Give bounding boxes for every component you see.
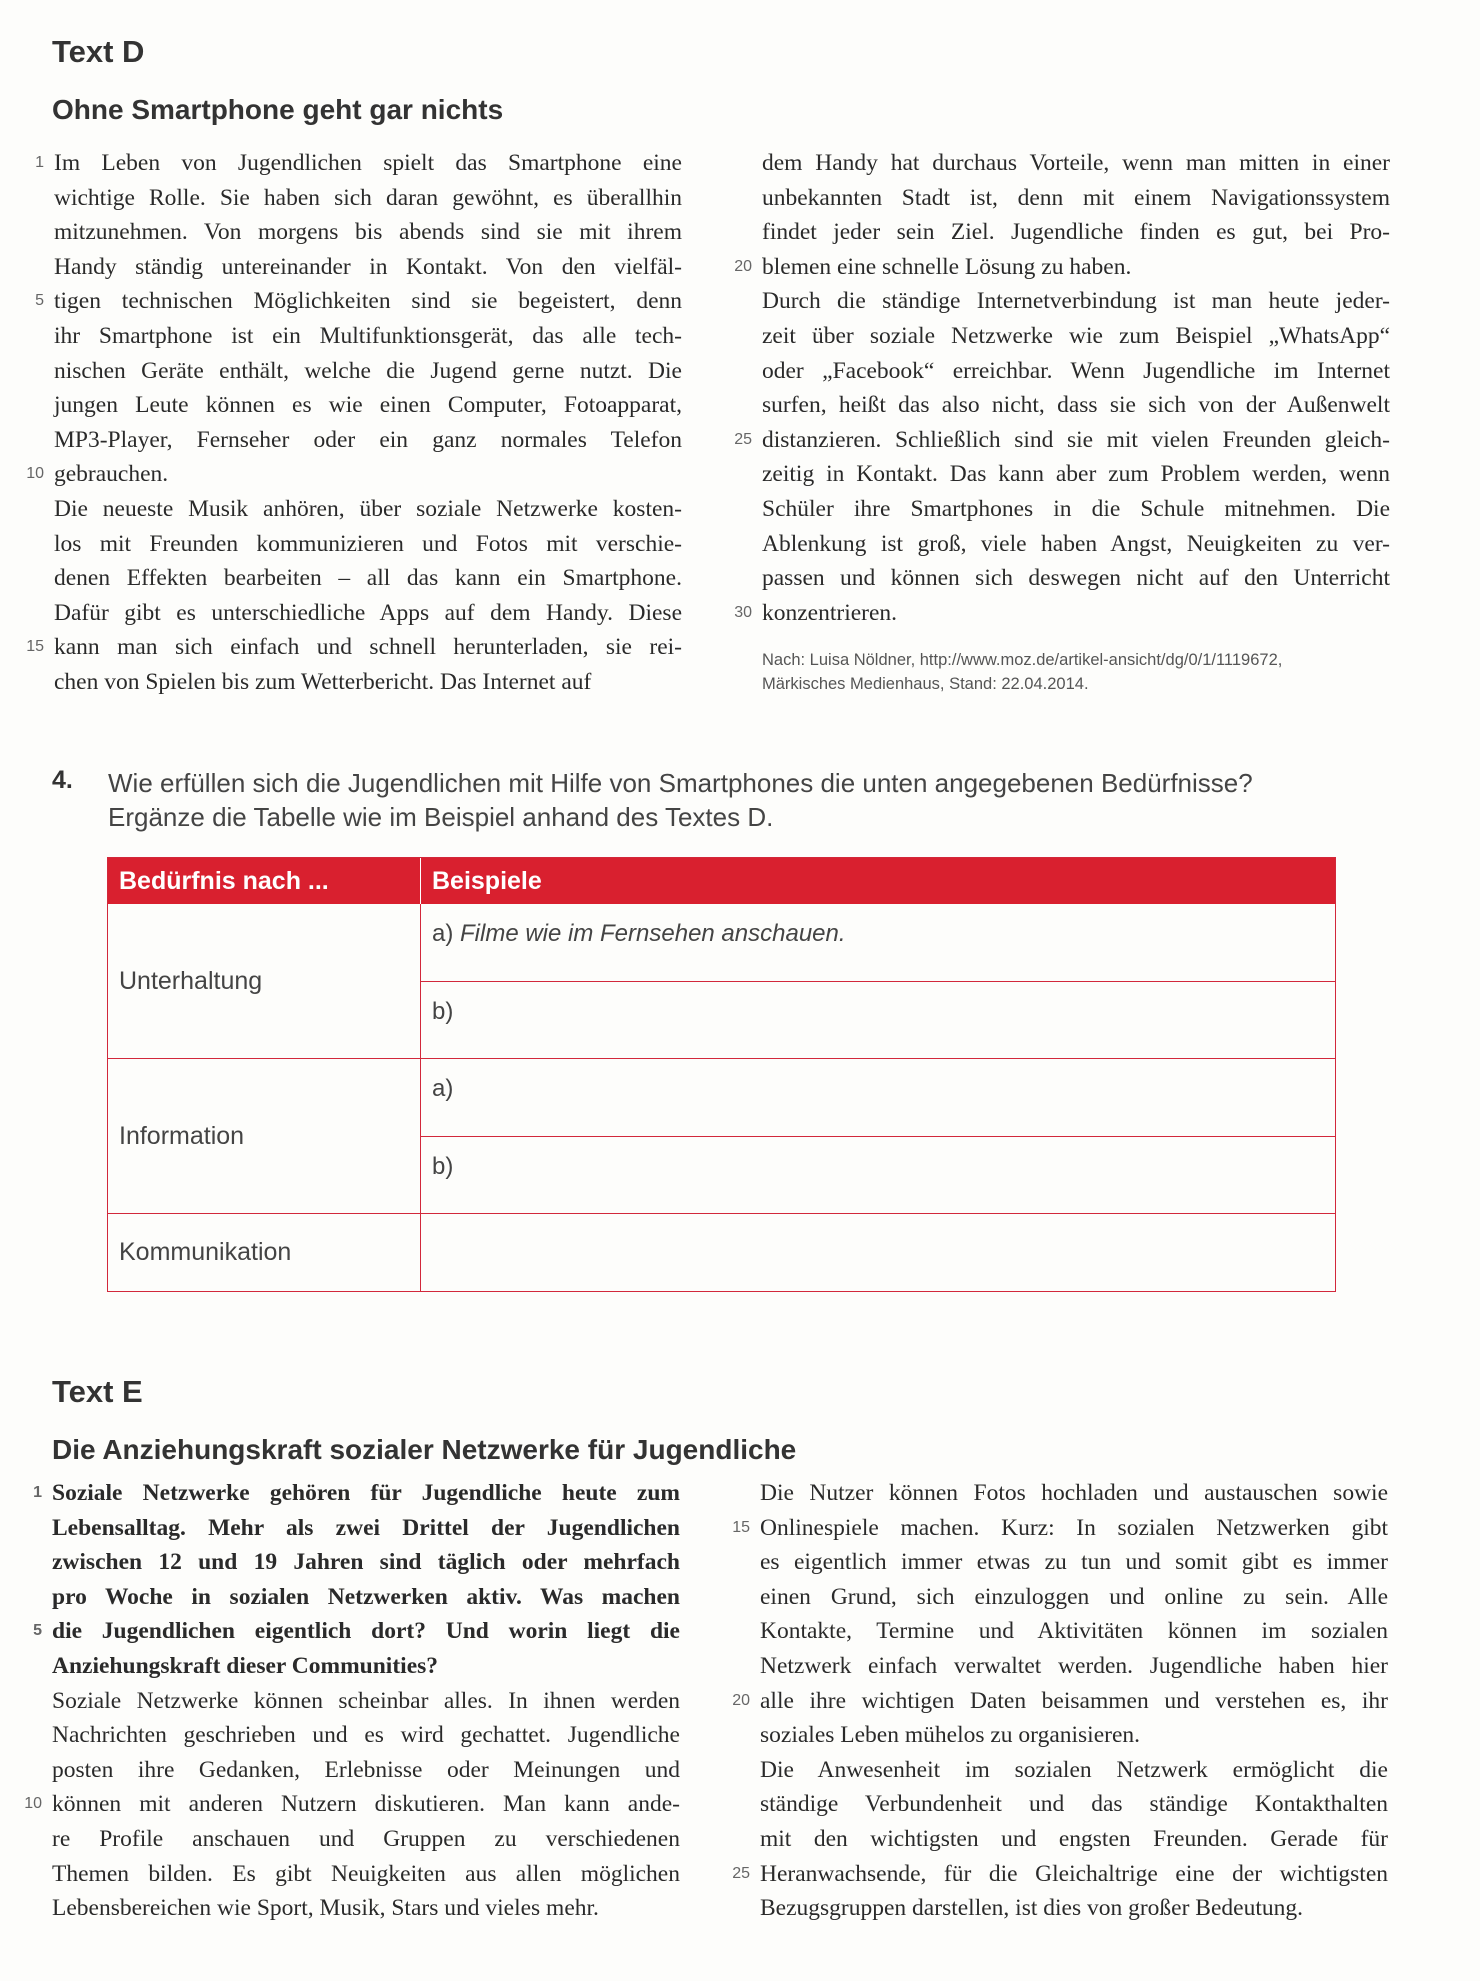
- line-text: oder „Facebook“ erreichbar. Wenn Jugendliche im Internet: [762, 357, 1390, 384]
- text-line: [54, 527, 682, 562]
- text-line: [760, 1822, 1388, 1857]
- line-text: los mit Freunden kommunizieren und Fotos mit verschie-: [54, 530, 682, 557]
- text-line: [760, 1545, 1388, 1580]
- line-text: Netzwerk einfach verwaltet werden. Jugendliche haben hier: [760, 1652, 1388, 1679]
- text-line: [760, 1580, 1388, 1615]
- line-number: 15: [26, 638, 44, 656]
- text-line: [52, 1718, 680, 1753]
- text-line: [35, 146, 682, 181]
- text-line: [762, 527, 1390, 562]
- text-line: [54, 388, 682, 423]
- task-instruction: [108, 766, 1253, 834]
- text-line: [54, 596, 682, 631]
- line-text: nischen Geräte enthält, welche die Jugend gerne nutzt. Die: [54, 357, 682, 384]
- example-prefix: a): [432, 1075, 454, 1102]
- text-d-source: [762, 648, 1282, 696]
- text-line: [760, 1718, 1388, 1753]
- line-number: 25: [732, 1864, 750, 1882]
- text-line: [24, 1787, 680, 1822]
- need-category: Information: [108, 1059, 421, 1213]
- task-line-2: Ergänze die Tabelle wie im Beispiel anhand des Textes D.: [108, 802, 774, 832]
- line-text: wichtige Rolle. Sie haben sich daran gewöhnt, es überallhin: [54, 184, 682, 211]
- line-number: 10: [24, 1795, 42, 1813]
- line-text: alle ihre wichtigen Daten beisammen und verstehen es, ihr: [760, 1687, 1388, 1714]
- text-e-label: Text E: [52, 1374, 143, 1409]
- example-prefix: b): [432, 998, 454, 1025]
- text-line: [54, 250, 682, 285]
- text-line: [54, 423, 682, 458]
- example-cell[interactable]: [421, 981, 1335, 1058]
- line-number: 1: [35, 154, 44, 171]
- line-text: denen Effekten bearbeiten – all das kann ein Smartphone.: [54, 565, 682, 592]
- line-number: 30: [734, 603, 752, 621]
- text-line: [54, 492, 682, 527]
- line-number: 20: [732, 1691, 750, 1709]
- text-line: [54, 215, 682, 250]
- text-d-label: Text D: [52, 34, 145, 69]
- text-line: [54, 354, 682, 389]
- example-cell[interactable]: [421, 1059, 1335, 1136]
- text-line: [762, 388, 1390, 423]
- line-number: 20: [734, 257, 752, 275]
- text-line: [760, 1891, 1388, 1926]
- example-cell[interactable]: [421, 1136, 1335, 1213]
- line-text: Ablenkung ist groß, viele haben Angst, Neuigkeiten zu ver-: [762, 530, 1390, 557]
- text-line: [732, 1684, 1388, 1719]
- table-header: [108, 858, 1335, 904]
- line-text: distanzieren. Schließlich sind sie mit vielen Freunden gleich-: [762, 426, 1390, 453]
- text-d-title: Ohne Smartphone geht gar nichts: [52, 94, 504, 125]
- line-number: 5: [33, 1622, 42, 1640]
- line-text: Heranwachsende, für die Gleichaltrige eine der wichtigsten: [760, 1860, 1388, 1887]
- line-text: Dafür gibt es unterschiedliche Apps auf dem Handy. Diese: [54, 599, 682, 626]
- line-text: surfen, heißt das also nicht, dass sie sich von der Außenwelt: [762, 392, 1390, 419]
- line-text: Anziehungskraft dieser Communities?: [52, 1652, 439, 1679]
- text-line: [762, 319, 1390, 354]
- line-text: zeit über soziale Netzwerke wie zum Beispiel „WhatsApp“: [762, 322, 1390, 349]
- line-text: Soziale Netzwerke gehören für Jugendliche heute zum: [52, 1480, 680, 1506]
- text-d-column-left: [26, 146, 682, 700]
- line-text: Lebensbereichen wie Sport, Musik, Stars und vieles mehr.: [52, 1895, 599, 1922]
- line-text: Onlinespiele machen. Kurz: In sozialen Netzwerken gibt: [760, 1514, 1388, 1541]
- task-number: 4.: [52, 766, 73, 794]
- text-d-column-right: [734, 146, 1390, 630]
- text-line: [26, 630, 682, 665]
- line-text: Die Anwesenheit im sozialen Netzwerk ermöglicht die: [760, 1756, 1388, 1783]
- line-text: pro Woche in sozialen Netzwerken aktiv. Was machen: [52, 1583, 680, 1610]
- example-answer: Filme wie im Fernsehen anschauen.: [460, 920, 846, 947]
- example-prefix: b): [432, 1153, 454, 1180]
- line-text: findet jeder sein Ziel. Jugendliche finden es gut, bei Pro-: [762, 219, 1390, 246]
- line-text: chen von Spielen bis zum Wetterbericht. Das Internet auf: [54, 668, 592, 695]
- text-line: [52, 1684, 680, 1719]
- text-line: [54, 319, 682, 354]
- text-line: [54, 181, 682, 216]
- needs-table: [107, 857, 1336, 1292]
- line-text: re Profile anschauen und Gruppen zu verschiedenen: [52, 1825, 680, 1852]
- text-e-column-left: [24, 1476, 680, 1926]
- text-line: [762, 354, 1390, 389]
- table-row-group: [108, 1058, 1335, 1213]
- line-text: Die neueste Musik anhören, über soziale Netzwerke kosten-: [54, 495, 682, 522]
- line-text: Handy ständig untereinander in Kontakt. Von den vielfäl-: [54, 253, 682, 280]
- text-line: [52, 1545, 680, 1580]
- text-line: [760, 1614, 1388, 1649]
- source-line-2: Märkisches Medienhaus, Stand: 22.04.2014.: [762, 675, 1089, 693]
- text-line: [734, 423, 1390, 458]
- text-line: [54, 561, 682, 596]
- line-text: jungen Leute können es wie einen Computer, Fotoapparat,: [54, 392, 682, 419]
- task-line-1: Wie erfüllen sich die Jugendlichen mit Hilfe von Smartphones die unten angegebenen Bedürfnisse?: [108, 768, 1253, 798]
- line-text: Schüler ihre Smartphones in die Schule mitnehmen. Die: [762, 495, 1390, 522]
- line-text: einen Grund, sich einzuloggen und online zu sein. Alle: [760, 1583, 1388, 1610]
- line-text: gebrauchen.: [54, 461, 169, 488]
- line-text: dem Handy hat durchaus Vorteile, wenn man mitten in einer: [762, 150, 1390, 176]
- line-text: posten ihre Gedanken, Erlebnisse oder Meinungen und: [52, 1756, 680, 1783]
- line-text: blemen eine schnelle Lösung zu haben.: [762, 253, 1132, 280]
- text-line: [762, 284, 1390, 319]
- line-number: 15: [732, 1518, 750, 1536]
- text-line: [732, 1511, 1388, 1546]
- text-line: [52, 1857, 680, 1892]
- need-category: Kommunikation: [108, 1214, 421, 1291]
- text-line: [762, 215, 1390, 250]
- header-need: Bedürfnis nach ...: [108, 858, 421, 904]
- line-text: ihr Smartphone ist ein Multifunktionsgerät, das alle tech-: [54, 322, 682, 349]
- table-body: [108, 904, 1335, 1291]
- text-line: [734, 250, 1390, 285]
- text-line: [732, 1857, 1388, 1892]
- line-text: zeitig in Kontakt. Das kann aber zum Problem werden, wenn: [762, 461, 1390, 488]
- line-text: es eigentlich immer etwas zu tun und somit gibt es immer: [760, 1549, 1388, 1576]
- text-line: [33, 1614, 680, 1649]
- text-line: [35, 284, 682, 319]
- example-prefix: a): [432, 920, 454, 947]
- text-line: [54, 665, 682, 700]
- text-e-title: Die Anziehungskraft sozialer Netzwerke für Jugendliche: [52, 1434, 797, 1465]
- line-text: konzentrieren.: [762, 599, 898, 626]
- line-text: Durch die ständige Internetverbindung ist man heute jeder-: [762, 288, 1390, 315]
- line-number: 1: [33, 1484, 42, 1501]
- line-number: 25: [734, 430, 752, 448]
- line-text: können mit anderen Nutzern diskutieren. Man kann ande-: [52, 1791, 680, 1818]
- line-text: Lebensalltag. Mehr als zwei Drittel der Jugendlichen: [52, 1514, 680, 1541]
- text-line: [33, 1476, 680, 1511]
- header-examples: Beispiele: [432, 867, 542, 895]
- text-line: [52, 1753, 680, 1788]
- line-text: passen und können sich deswegen nicht auf den Unterricht: [762, 565, 1390, 592]
- text-e-column-right: [732, 1476, 1388, 1926]
- text-line: [762, 146, 1390, 181]
- line-text: soziales Leben mühelos zu organisieren.: [760, 1722, 1141, 1749]
- source-line-1: Nach: Luisa Nöldner, http://www.moz.de/artikel-ansicht/dg/0/1/1119672,: [762, 651, 1283, 669]
- table-row-group: [108, 904, 1335, 1058]
- text-line: [762, 492, 1390, 527]
- text-line: [760, 1649, 1388, 1684]
- line-text: Im Leben von Jugendlichen spielt das Smartphone eine: [54, 150, 682, 176]
- line-text: Bezugsgruppen darstellen, ist dies von großer Bedeutung.: [760, 1895, 1303, 1922]
- text-line: [52, 1649, 680, 1684]
- line-text: mit den wichtigsten und engsten Freunden. Gerade für: [760, 1825, 1388, 1852]
- text-line: [760, 1787, 1388, 1822]
- line-number: 5: [35, 292, 44, 310]
- text-line: [26, 457, 682, 492]
- line-number: 10: [26, 465, 44, 483]
- line-text: tigen technischen Möglichkeiten sind sie begeistert, denn: [54, 288, 682, 315]
- line-text: kann man sich einfach und schnell herunterladen, sie rei-: [54, 634, 682, 661]
- line-text: die Jugendlichen eigentlich dort? Und worin liegt die: [52, 1618, 680, 1645]
- line-text: Nachrichten geschrieben und es wird gechattet. Jugendliche: [52, 1722, 680, 1749]
- text-line: [762, 181, 1390, 216]
- line-text: Die Nutzer können Fotos hochladen und austauschen sowie: [760, 1480, 1388, 1506]
- line-text: ständige Verbundenheit und das ständige Kontakthalten: [760, 1791, 1388, 1818]
- line-text: mitzunehmen. Von morgens bis abends sind sie mit ihrem: [54, 219, 682, 246]
- line-text: zwischen 12 und 19 Jahren sind täglich oder mehrfach: [52, 1549, 680, 1576]
- text-line: [760, 1476, 1388, 1511]
- line-text: unbekannten Stadt ist, denn mit einem Navigationssystem: [762, 184, 1390, 211]
- line-text: MP3-Player, Fernseher oder ein ganz normales Telefon: [54, 426, 682, 453]
- example-cell[interactable]: [421, 1214, 1335, 1291]
- example-cell[interactable]: [421, 904, 1335, 981]
- line-text: Kontakte, Termine und Aktivitäten können im sozialen: [760, 1618, 1388, 1645]
- text-line: [52, 1891, 680, 1926]
- text-line: [52, 1822, 680, 1857]
- text-line: [52, 1511, 680, 1546]
- line-text: Themen bilden. Es gibt Neuigkeiten aus allen möglichen: [52, 1860, 680, 1887]
- text-line: [734, 596, 1390, 631]
- text-line: [52, 1580, 680, 1615]
- line-text: Soziale Netzwerke können scheinbar alles. In ihnen werden: [52, 1687, 680, 1714]
- need-category: Unterhaltung: [108, 904, 421, 1058]
- table-row-group: [108, 1213, 1335, 1291]
- text-line: [762, 561, 1390, 596]
- text-line: [760, 1753, 1388, 1788]
- text-line: [762, 457, 1390, 492]
